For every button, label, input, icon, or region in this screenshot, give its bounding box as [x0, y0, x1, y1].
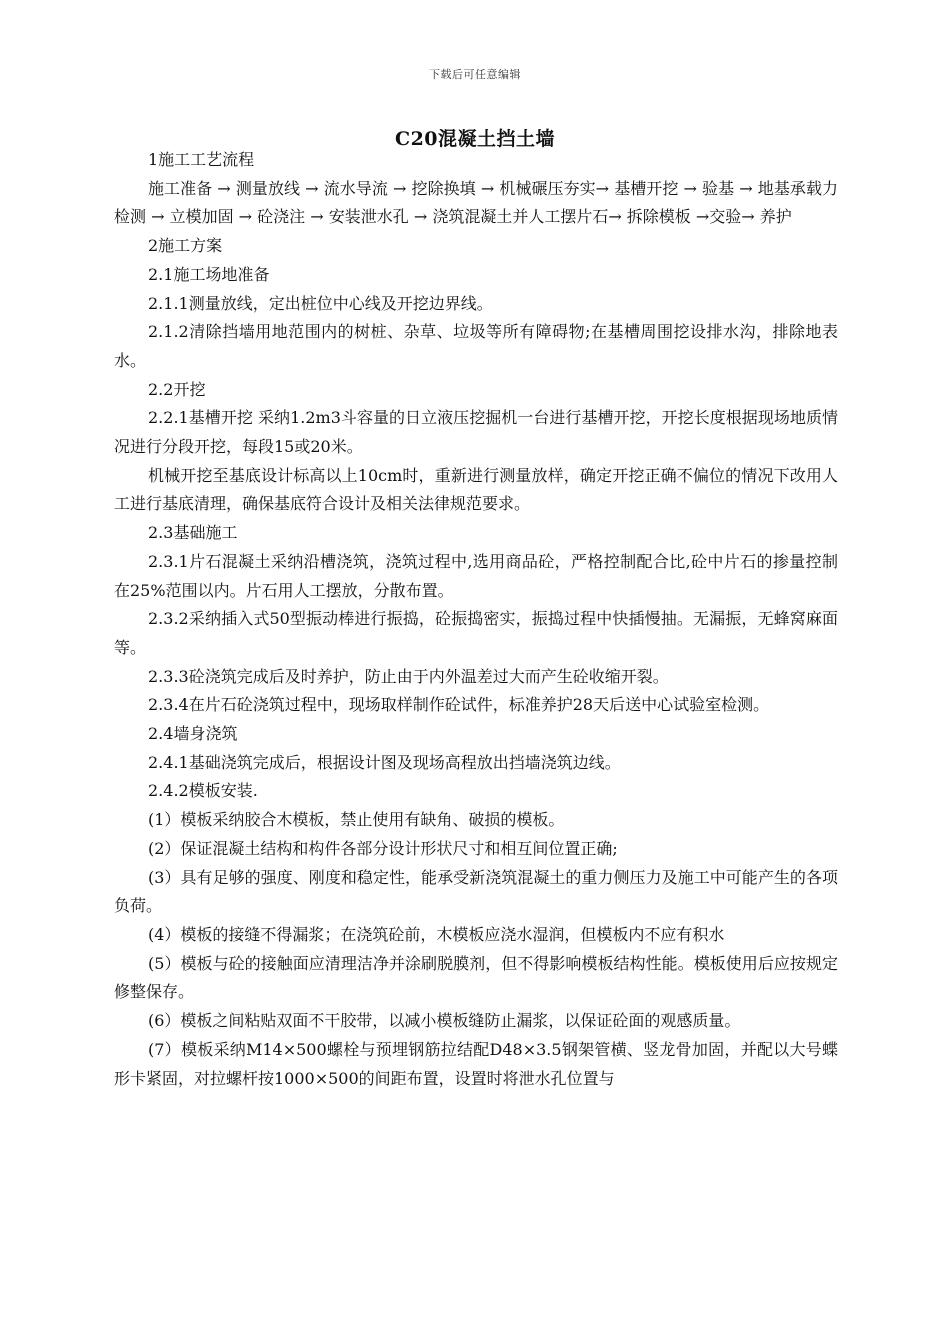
paragraph: (2）保证混凝土结构和构件各部分设计形状尺寸和相互间位置正确; — [148, 838, 618, 858]
paragraph: (6）模板之间粘贴双面不干胶带，以减小模板缝防止漏浆，以保证砼面的观感质量。 — [148, 1011, 741, 1031]
paragraph: 2施工方案 — [148, 236, 223, 256]
paragraph: 2.1施工场地准备 — [148, 264, 270, 284]
paragraph: 2.4.2模板安装. — [148, 781, 258, 801]
document-body — [114, 146, 838, 1093]
paragraph: (3）具有足够的强度、刚度和稳定性，能承受新浇筑混凝土的重力侧压力及施工中可能产生的各项负荷。 — [114, 867, 838, 916]
paragraph: 2.3.2采纳插入式50型振动棒进行振捣，砼振捣密实，振捣过程中快插慢抽。无漏振，无蜂窝麻面等。 — [114, 609, 838, 657]
paragraph: 机械开挖至基底设计标高以上10cm时，重新进行测量放样，确定开挖正确不偏位的情况下改用人工进行基底清理，确保基底符合设计及相关法律规范要求。 — [114, 465, 838, 514]
header-note: 下载后可任意编辑 — [429, 68, 521, 81]
paragraph: (1）模板采纳胶合木模板，禁止使用有缺角、破损的模板。 — [148, 810, 565, 830]
paragraph: 2.3.1片石混凝土采纳沿槽浇筑，浇筑过程中,选用商品砼，严格控制配合比,砼中片石的掺量控制在25%范围以内。片石用人工摆放，分散布置。 — [114, 551, 838, 600]
paragraph: 2.2.1基槽开挖 采纳1.2m3斗容量的日立液压挖掘机一台进行基槽开挖，开挖长度根据现场地质情况进行分段开挖，每段15或20米。 — [114, 408, 838, 457]
document-title: C20混凝土挡土墙 — [394, 128, 556, 150]
paragraph: 2.2开挖 — [148, 379, 206, 399]
paragraph: 2.4墙身浇筑 — [148, 724, 238, 744]
paragraph: (4）模板的接缝不得漏浆；在浇筑砼前，木模板应浇水湿润，但模板内不应有积水 — [148, 924, 725, 944]
paragraph: 2.4.1基础浇筑完成后，根据设计图及现场高程放出挡墙浇筑边线。 — [148, 752, 621, 772]
paragraph: (7）模板采纳M14×500螺栓与预埋钢筋拉结配D48×3.5钢架管横、竖龙骨加固，并配以大号蝶形卡紧固，对拉螺杆按1000×500的间距布置，设置时将泄水孔位置与 — [114, 1039, 838, 1088]
paragraph: 2.1.1测量放线，定出桩位中心线及开挖边界线。 — [148, 293, 493, 313]
paragraph: 2.3.4在片石砼浇筑过程中，现场取样制作砼试件，标准养护28天后送中心试验室检测。 — [148, 695, 770, 715]
paragraph: (5）模板与砼的接触面应清理洁净并涂刷脱膜剂，但不得影响模板结构性能。模板使用后应按规定修整保存。 — [114, 953, 838, 1002]
paragraph: 1施工工艺流程 — [148, 150, 255, 169]
paragraph: 2.3基础施工 — [148, 523, 238, 543]
paragraph: 2.1.2清除挡墙用地范围内的树桩、杂草、垃圾等所有障碍物;在基槽周围挖设排水沟，排除地表水。 — [114, 322, 838, 370]
paragraph: 施工准备 → 测量放线 → 流水导流 → 挖除换填 → 机械碾压夯实→ 基槽开挖 → 验基 → 地基承载力检测 → 立模加固 → 砼浇注 → 安装泄水孔 → 浇筑混凝土并人工摆片石→ 拆除模板 →交验→ 养护 — [114, 178, 838, 227]
paragraph: 2.3.3砼浇筑完成后及时养护，防止由于内外温差过大而产生砼收缩开裂。 — [148, 666, 669, 686]
